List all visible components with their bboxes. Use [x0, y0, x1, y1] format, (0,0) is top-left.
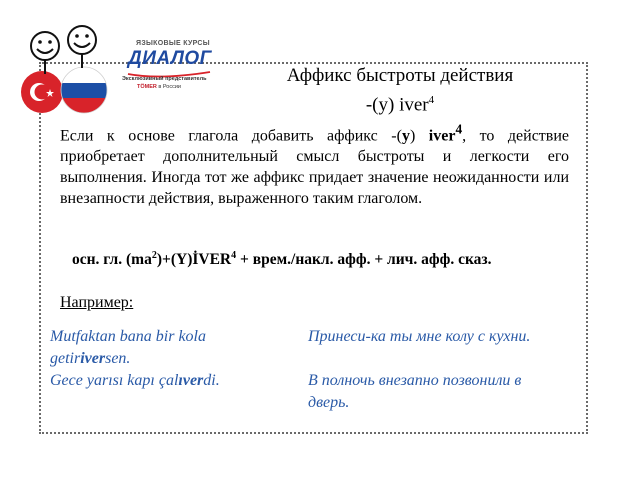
example-2-russian: В полночь внезапно позвонили в дверь.	[308, 372, 522, 411]
dialog-logo	[10, 14, 225, 114]
slide-title	[250, 64, 550, 117]
example-1-turkish: Mutfaktan bana bir kola getiriversen.	[50, 328, 206, 367]
logo-tagline-2: TÖMER в России	[137, 84, 181, 90]
title-line-2: -(y) iver$^4$	[365, 94, 435, 116]
example-label: Например:	[60, 294, 134, 311]
logo-tagline: Эксклюзивный представитель	[122, 76, 207, 82]
grammar-formula: осн. гл. $(ma^2)+(Y)İVER^4$ + врем./накл. афф. + лич. афф. сказ.	[72, 250, 492, 269]
title-line-1: Аффикс быстроты действия	[286, 65, 514, 86]
example-2-turkish: Gece yarısı kapı çalıverdi.	[50, 372, 220, 389]
explanation-paragraph: Если к основе глагола добавить аффикс -(y) iver$^4$, то действие приобретает дополнительный смысл быстроты и легкости его выполнения. Иногда тот же аффикс придает значение неожиданности или внезапности действия, выраженного таким глаголом.	[60, 122, 570, 208]
example-1-russian: Принеси-ка ты мне колу с кухни.	[308, 328, 531, 345]
logo-small-label: ЯЗЫКОВЫЕ КУРСЫ	[136, 40, 210, 47]
logo-brand-name: ДИАЛОГ	[128, 48, 212, 69]
